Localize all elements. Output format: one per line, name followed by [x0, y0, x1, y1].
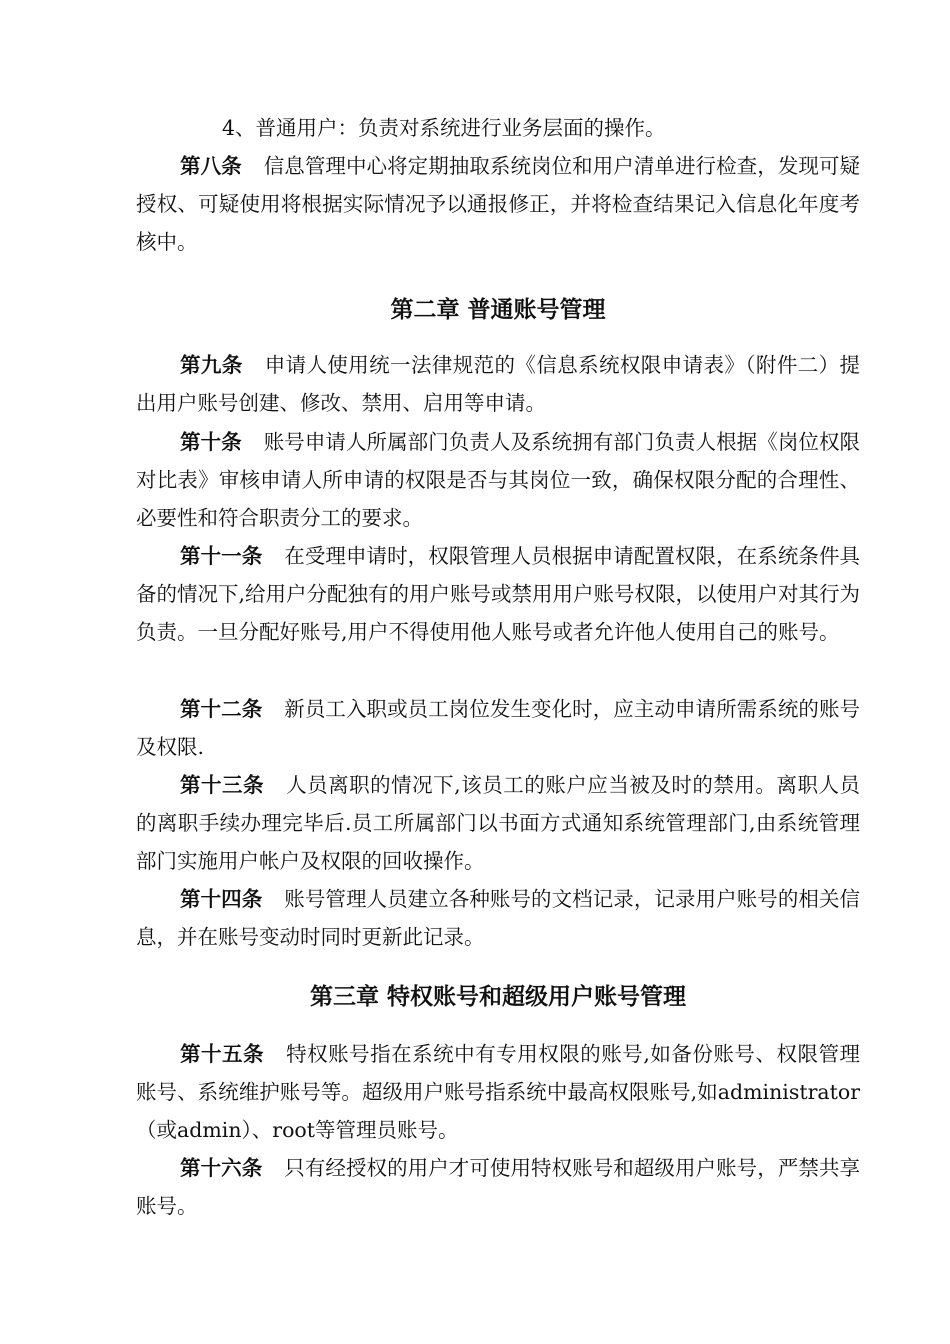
article-label: 第十三条 [180, 773, 265, 797]
article-9 [136, 346, 860, 422]
article-label: 第九条 [180, 353, 243, 377]
article-label: 第十一条 [180, 544, 263, 568]
article-text: 人员离职的情况下,该员工的账户应当被及时的禁用。离职人员的离职手续办理完毕后.员工所属部门以书面方式通知系统管理部门,由系统管理部门实施用户帐户及权限的回收操作。 [136, 773, 860, 873]
article-label: 第十二条 [180, 697, 263, 721]
article-text: 申请人使用统一法律规范的《信息系统权限申请表》（附件二）提出用户账号创建、修改、禁用、启用等申请。 [136, 353, 861, 415]
article-label: 第十六条 [180, 1156, 263, 1180]
article-text: 只有经授权的用户才可使用特权账号和超级用户账号，严禁共享账号。 [136, 1156, 861, 1218]
chapter-heading-2: 第二章 普通账号管理 [390, 297, 606, 323]
article-text: 账号申请人所属部门负责人及系统拥有部门负责人根据《岗位权限对比表》审核申请人所申请的权限是否与其岗位一致，确保权限分配的合理性、必要性和符合职责分工的要求。 [136, 430, 861, 530]
article-text: 特权账号指在系统中有专用权限的账号,如备份账号、权限管理账号、系统维护账号等。超级用户账号指系统中最高权限账号,如administrator（或admin）、root等管理员账号。 [136, 1042, 860, 1142]
article-14 [136, 880, 860, 956]
article-12 [136, 690, 860, 766]
article-text: 在受理申请时，权限管理人员根据申请配置权限，在系统条件具备的情况下,给用户分配独有的用户账号或禁用用户账号权限，以使用户对其行为负责。一旦分配好账号,用户不得使用他人账号或者允许他人使用自己的账号。 [136, 544, 861, 644]
article-11 [136, 537, 860, 651]
list-item-4: 4、普通用户：负责对系统进行业务层面的操作。 [222, 116, 666, 140]
article-label: 第十五条 [180, 1042, 265, 1066]
article-label: 第十条 [180, 430, 242, 454]
chapter-heading-3: 第三章 特权账号和超级用户账号管理 [309, 984, 686, 1010]
article-label: 第八条 [180, 154, 242, 178]
article-text: 信息管理中心将定期抽取系统岗位和用户清单进行检查，发现可疑授权、可疑使用将根据实际情况予以通报修正，并将检查结果记入信息化年度考核中。 [136, 154, 861, 254]
article-8 [136, 147, 860, 261]
article-text: 新员工入职或员工岗位发生变化时，应主动申请所需系统的账号及权限. [136, 697, 861, 759]
article-10 [136, 423, 860, 537]
article-label: 第十四条 [180, 887, 263, 911]
article-16 [136, 1149, 860, 1225]
article-15 [136, 1035, 860, 1149]
article-13 [136, 766, 860, 880]
article-text: 账号管理人员建立各种账号的文档记录，记录用户账号的相关信息，并在账号变动时同时更新此记录。 [136, 887, 861, 949]
